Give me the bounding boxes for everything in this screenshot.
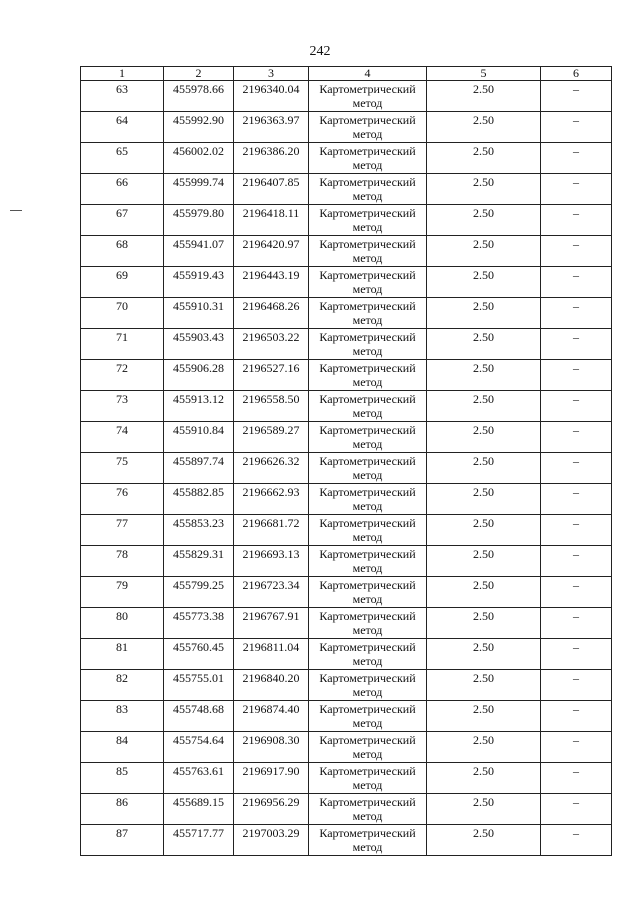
method-line-2: метод bbox=[352, 623, 383, 637]
method-line-1: Картометрический bbox=[319, 113, 416, 127]
accuracy-cell: 2.50 bbox=[427, 143, 541, 174]
table-row bbox=[81, 732, 612, 763]
x-coordinate-cell: 455910.84 bbox=[164, 422, 234, 453]
x-coordinate-cell: 455906.28 bbox=[164, 360, 234, 391]
accuracy-cell: 2.50 bbox=[427, 608, 541, 639]
note-cell: – bbox=[541, 81, 612, 112]
method-line-1: Картометрический bbox=[319, 175, 416, 189]
note-cell: – bbox=[541, 112, 612, 143]
method-line-2: метод bbox=[352, 313, 383, 327]
method-line-1: Картометрический bbox=[319, 671, 416, 685]
method-line-2: метод bbox=[352, 437, 383, 451]
point-number-cell: 81 bbox=[81, 639, 164, 670]
method-cell bbox=[309, 670, 427, 701]
y-coordinate-cell: 2196908.30 bbox=[234, 732, 309, 763]
method-cell bbox=[309, 701, 427, 732]
note-cell: – bbox=[541, 732, 612, 763]
note-cell: – bbox=[541, 174, 612, 205]
header-row bbox=[81, 67, 612, 81]
table-row bbox=[81, 267, 612, 298]
note-cell: – bbox=[541, 825, 612, 856]
method-line-2: метод bbox=[352, 499, 383, 513]
table-row bbox=[81, 205, 612, 236]
x-coordinate-cell: 455799.25 bbox=[164, 577, 234, 608]
method-cell bbox=[309, 577, 427, 608]
method-line-2: метод bbox=[352, 654, 383, 668]
method-line-1: Картометрический bbox=[319, 640, 416, 654]
x-coordinate-cell: 455829.31 bbox=[164, 546, 234, 577]
accuracy-cell: 2.50 bbox=[427, 205, 541, 236]
method-cell bbox=[309, 515, 427, 546]
note-cell: – bbox=[541, 329, 612, 360]
header-col-3: 3 bbox=[234, 67, 309, 81]
method-line-1: Картометрический bbox=[319, 392, 416, 406]
y-coordinate-cell: 2196681.72 bbox=[234, 515, 309, 546]
point-number-cell: 82 bbox=[81, 670, 164, 701]
x-coordinate-cell: 455689.15 bbox=[164, 794, 234, 825]
note-cell: – bbox=[541, 360, 612, 391]
x-coordinate-cell: 455853.23 bbox=[164, 515, 234, 546]
x-coordinate-cell: 455978.66 bbox=[164, 81, 234, 112]
method-cell bbox=[309, 546, 427, 577]
method-line-1: Картометрический bbox=[319, 516, 416, 530]
x-coordinate-cell: 455979.80 bbox=[164, 205, 234, 236]
point-number-cell: 85 bbox=[81, 763, 164, 794]
point-number-cell: 68 bbox=[81, 236, 164, 267]
method-line-2: метод bbox=[352, 406, 383, 420]
point-number-cell: 75 bbox=[81, 453, 164, 484]
note-cell: – bbox=[541, 422, 612, 453]
point-number-cell: 76 bbox=[81, 484, 164, 515]
method-line-1: Картометрический bbox=[319, 764, 416, 778]
method-line-1: Картометрический bbox=[319, 206, 416, 220]
table-row bbox=[81, 329, 612, 360]
method-line-2: метод bbox=[352, 220, 383, 234]
y-coordinate-cell: 2196503.22 bbox=[234, 329, 309, 360]
y-coordinate-cell: 2196626.32 bbox=[234, 453, 309, 484]
method-line-2: метод bbox=[352, 530, 383, 544]
y-coordinate-cell: 2196693.13 bbox=[234, 546, 309, 577]
header-col-5: 5 bbox=[427, 67, 541, 81]
method-line-1: Картометрический bbox=[319, 702, 416, 716]
method-cell bbox=[309, 205, 427, 236]
table-row bbox=[81, 825, 612, 856]
accuracy-cell: 2.50 bbox=[427, 329, 541, 360]
note-cell: – bbox=[541, 391, 612, 422]
method-cell bbox=[309, 639, 427, 670]
y-coordinate-cell: 2196527.16 bbox=[234, 360, 309, 391]
note-cell: – bbox=[541, 484, 612, 515]
x-coordinate-cell: 455748.68 bbox=[164, 701, 234, 732]
point-number-cell: 66 bbox=[81, 174, 164, 205]
y-coordinate-cell: 2196723.34 bbox=[234, 577, 309, 608]
point-number-cell: 63 bbox=[81, 81, 164, 112]
note-cell: – bbox=[541, 701, 612, 732]
method-cell bbox=[309, 143, 427, 174]
point-number-cell: 69 bbox=[81, 267, 164, 298]
note-cell: – bbox=[541, 577, 612, 608]
point-number-cell: 74 bbox=[81, 422, 164, 453]
method-line-1: Картометрический bbox=[319, 237, 416, 251]
method-cell bbox=[309, 453, 427, 484]
method-cell bbox=[309, 267, 427, 298]
y-coordinate-cell: 2196418.11 bbox=[234, 205, 309, 236]
y-coordinate-cell: 2196840.20 bbox=[234, 670, 309, 701]
accuracy-cell: 2.50 bbox=[427, 577, 541, 608]
x-coordinate-cell: 455992.90 bbox=[164, 112, 234, 143]
method-cell bbox=[309, 81, 427, 112]
point-number-cell: 65 bbox=[81, 143, 164, 174]
accuracy-cell: 2.50 bbox=[427, 825, 541, 856]
note-cell: – bbox=[541, 236, 612, 267]
point-number-cell: 67 bbox=[81, 205, 164, 236]
accuracy-cell: 2.50 bbox=[427, 174, 541, 205]
method-line-1: Картометрический bbox=[319, 82, 416, 96]
method-cell bbox=[309, 174, 427, 205]
y-coordinate-cell: 2196767.91 bbox=[234, 608, 309, 639]
accuracy-cell: 2.50 bbox=[427, 422, 541, 453]
method-cell bbox=[309, 112, 427, 143]
x-coordinate-cell: 455919.43 bbox=[164, 267, 234, 298]
method-line-2: метод bbox=[352, 158, 383, 172]
note-cell: – bbox=[541, 143, 612, 174]
note-cell: – bbox=[541, 453, 612, 484]
table-row bbox=[81, 670, 612, 701]
table-row bbox=[81, 577, 612, 608]
method-line-2: метод bbox=[352, 778, 383, 792]
point-number-cell: 79 bbox=[81, 577, 164, 608]
y-coordinate-cell: 2196407.85 bbox=[234, 174, 309, 205]
method-cell bbox=[309, 422, 427, 453]
x-coordinate-cell: 455717.77 bbox=[164, 825, 234, 856]
point-number-cell: 72 bbox=[81, 360, 164, 391]
note-cell: – bbox=[541, 763, 612, 794]
method-cell bbox=[309, 360, 427, 391]
x-coordinate-cell: 455760.45 bbox=[164, 639, 234, 670]
note-cell: – bbox=[541, 794, 612, 825]
header-col-1: 1 bbox=[81, 67, 164, 81]
page-number: 242 bbox=[309, 44, 331, 59]
y-coordinate-cell: 2196386.20 bbox=[234, 143, 309, 174]
point-number-cell: 86 bbox=[81, 794, 164, 825]
x-coordinate-cell: 455913.12 bbox=[164, 391, 234, 422]
table-body bbox=[81, 81, 612, 856]
method-line-1: Картометрический bbox=[319, 795, 416, 809]
accuracy-cell: 2.50 bbox=[427, 298, 541, 329]
note-cell: – bbox=[541, 546, 612, 577]
method-line-2: метод bbox=[352, 468, 383, 482]
method-line-2: метод bbox=[352, 96, 383, 110]
point-number-cell: 64 bbox=[81, 112, 164, 143]
y-coordinate-cell: 2196443.19 bbox=[234, 267, 309, 298]
method-cell bbox=[309, 329, 427, 360]
accuracy-cell: 2.50 bbox=[427, 360, 541, 391]
method-line-1: Картометрический bbox=[319, 485, 416, 499]
table-row bbox=[81, 422, 612, 453]
method-line-1: Картометрический bbox=[319, 299, 416, 313]
point-number-cell: 70 bbox=[81, 298, 164, 329]
table-row bbox=[81, 391, 612, 422]
x-coordinate-cell: 455773.38 bbox=[164, 608, 234, 639]
x-coordinate-cell: 455763.61 bbox=[164, 763, 234, 794]
point-number-cell: 80 bbox=[81, 608, 164, 639]
point-number-cell: 84 bbox=[81, 732, 164, 763]
note-cell: – bbox=[541, 515, 612, 546]
accuracy-cell: 2.50 bbox=[427, 391, 541, 422]
method-line-2: метод bbox=[352, 127, 383, 141]
y-coordinate-cell: 2196956.29 bbox=[234, 794, 309, 825]
accuracy-cell: 2.50 bbox=[427, 484, 541, 515]
y-coordinate-cell: 2196662.93 bbox=[234, 484, 309, 515]
accuracy-cell: 2.50 bbox=[427, 112, 541, 143]
method-line-1: Картометрический bbox=[319, 330, 416, 344]
method-line-2: метод bbox=[352, 716, 383, 730]
table-header bbox=[81, 67, 612, 81]
accuracy-cell: 2.50 bbox=[427, 267, 541, 298]
method-line-1: Картометрический bbox=[319, 423, 416, 437]
accuracy-cell: 2.50 bbox=[427, 236, 541, 267]
y-coordinate-cell: 2196558.50 bbox=[234, 391, 309, 422]
x-coordinate-cell: 455999.74 bbox=[164, 174, 234, 205]
table-row bbox=[81, 763, 612, 794]
note-cell: – bbox=[541, 205, 612, 236]
accuracy-cell: 2.50 bbox=[427, 701, 541, 732]
method-cell bbox=[309, 391, 427, 422]
header-col-6: 6 bbox=[541, 67, 612, 81]
table-row bbox=[81, 236, 612, 267]
accuracy-cell: 2.50 bbox=[427, 453, 541, 484]
accuracy-cell: 2.50 bbox=[427, 732, 541, 763]
header-col-2: 2 bbox=[164, 67, 234, 81]
y-coordinate-cell: 2196420.97 bbox=[234, 236, 309, 267]
table-row bbox=[81, 298, 612, 329]
x-coordinate-cell: 455755.01 bbox=[164, 670, 234, 701]
method-line-1: Картометрический bbox=[319, 144, 416, 158]
accuracy-cell: 2.50 bbox=[427, 81, 541, 112]
method-cell bbox=[309, 298, 427, 329]
point-number-cell: 71 bbox=[81, 329, 164, 360]
y-coordinate-cell: 2196917.90 bbox=[234, 763, 309, 794]
y-coordinate-cell: 2197003.29 bbox=[234, 825, 309, 856]
note-cell: – bbox=[541, 670, 612, 701]
method-line-1: Картометрический bbox=[319, 361, 416, 375]
method-cell bbox=[309, 763, 427, 794]
table-row bbox=[81, 143, 612, 174]
table-row bbox=[81, 174, 612, 205]
method-line-2: метод bbox=[352, 747, 383, 761]
method-line-1: Картометрический bbox=[319, 578, 416, 592]
table-row bbox=[81, 608, 612, 639]
table-row bbox=[81, 701, 612, 732]
note-cell: – bbox=[541, 639, 612, 670]
table-row bbox=[81, 639, 612, 670]
x-coordinate-cell: 455903.43 bbox=[164, 329, 234, 360]
x-coordinate-cell: 455882.85 bbox=[164, 484, 234, 515]
table-row bbox=[81, 794, 612, 825]
method-cell bbox=[309, 794, 427, 825]
method-line-2: метод bbox=[352, 189, 383, 203]
method-line-2: метод bbox=[352, 809, 383, 823]
accuracy-cell: 2.50 bbox=[427, 515, 541, 546]
margin-mark bbox=[10, 210, 22, 211]
accuracy-cell: 2.50 bbox=[427, 670, 541, 701]
method-cell bbox=[309, 236, 427, 267]
y-coordinate-cell: 2196589.27 bbox=[234, 422, 309, 453]
y-coordinate-cell: 2196811.04 bbox=[234, 639, 309, 670]
x-coordinate-cell: 455941.07 bbox=[164, 236, 234, 267]
y-coordinate-cell: 2196874.40 bbox=[234, 701, 309, 732]
x-coordinate-cell: 455754.64 bbox=[164, 732, 234, 763]
table-row bbox=[81, 112, 612, 143]
y-coordinate-cell: 2196363.97 bbox=[234, 112, 309, 143]
accuracy-cell: 2.50 bbox=[427, 639, 541, 670]
method-line-1: Картометрический bbox=[319, 733, 416, 747]
table-row bbox=[81, 546, 612, 577]
method-line-1: Картометрический bbox=[319, 454, 416, 468]
y-coordinate-cell: 2196340.04 bbox=[234, 81, 309, 112]
table-row bbox=[81, 484, 612, 515]
x-coordinate-cell: 456002.02 bbox=[164, 143, 234, 174]
x-coordinate-cell: 455897.74 bbox=[164, 453, 234, 484]
y-coordinate-cell: 2196468.26 bbox=[234, 298, 309, 329]
method-cell bbox=[309, 825, 427, 856]
table-row bbox=[81, 81, 612, 112]
method-line-2: метод bbox=[352, 375, 383, 389]
table-row bbox=[81, 515, 612, 546]
method-line-1: Картометрический bbox=[319, 609, 416, 623]
x-coordinate-cell: 455910.31 bbox=[164, 298, 234, 329]
method-cell bbox=[309, 732, 427, 763]
point-number-cell: 73 bbox=[81, 391, 164, 422]
accuracy-cell: 2.50 bbox=[427, 546, 541, 577]
accuracy-cell: 2.50 bbox=[427, 763, 541, 794]
table-row bbox=[81, 453, 612, 484]
method-line-2: метод bbox=[352, 685, 383, 699]
table-row bbox=[81, 360, 612, 391]
coordinates-table bbox=[80, 66, 612, 856]
point-number-cell: 83 bbox=[81, 701, 164, 732]
method-line-1: Картометрический bbox=[319, 547, 416, 561]
point-number-cell: 87 bbox=[81, 825, 164, 856]
method-cell bbox=[309, 608, 427, 639]
note-cell: – bbox=[541, 267, 612, 298]
method-line-1: Картометрический bbox=[319, 826, 416, 840]
method-line-2: метод bbox=[352, 840, 383, 854]
header-col-4: 4 bbox=[309, 67, 427, 81]
method-line-1: Картометрический bbox=[319, 268, 416, 282]
note-cell: – bbox=[541, 608, 612, 639]
point-number-cell: 77 bbox=[81, 515, 164, 546]
method-line-2: метод bbox=[352, 282, 383, 296]
method-line-2: метод bbox=[352, 592, 383, 606]
point-number-cell: 78 bbox=[81, 546, 164, 577]
accuracy-cell: 2.50 bbox=[427, 794, 541, 825]
method-line-2: метод bbox=[352, 561, 383, 575]
method-line-2: метод bbox=[352, 344, 383, 358]
note-cell: – bbox=[541, 298, 612, 329]
method-cell bbox=[309, 484, 427, 515]
method-line-2: метод bbox=[352, 251, 383, 265]
